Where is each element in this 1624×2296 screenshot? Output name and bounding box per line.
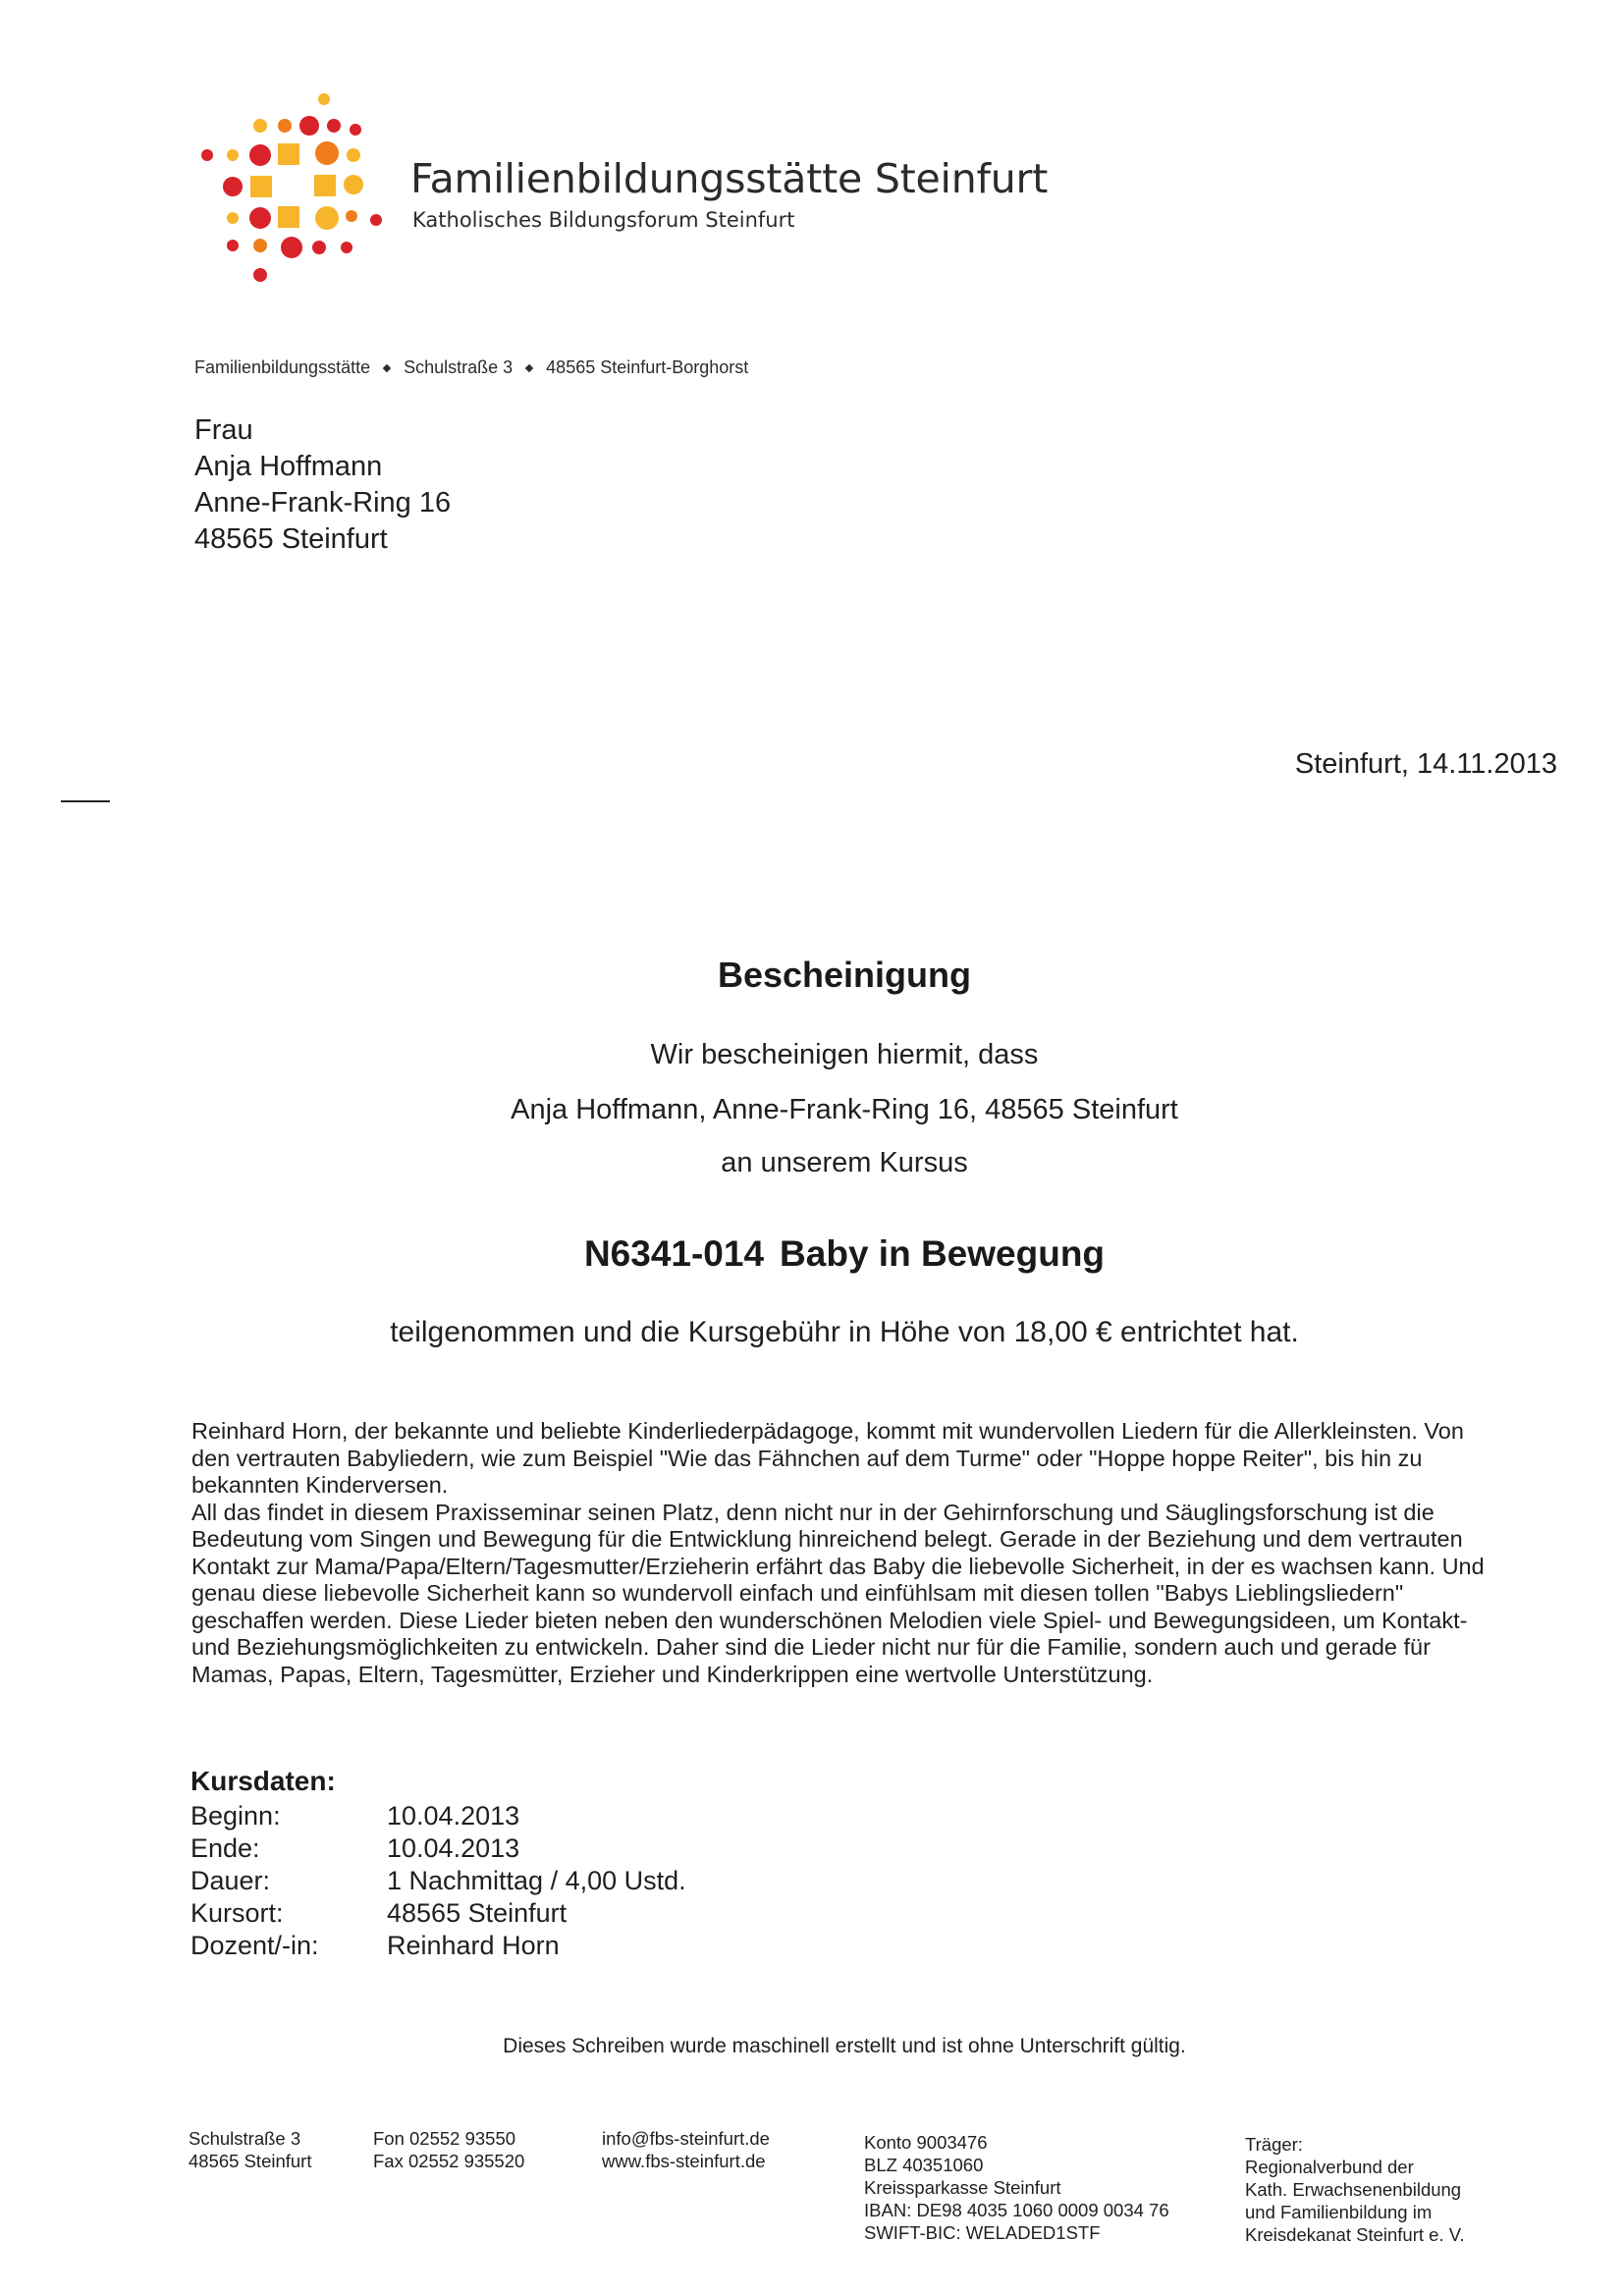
- footer-phone: [373, 2127, 524, 2172]
- course-code: N6341-014: [583, 1233, 765, 1274]
- footer-web: [602, 2127, 770, 2172]
- recipient-address: [194, 412, 451, 558]
- kursdaten-label: Kursort:: [190, 1898, 284, 1928]
- org-name: Familienbildungsstätte Steinfurt: [410, 155, 1049, 202]
- recipient-salutation: Frau: [194, 414, 253, 446]
- kursdaten-row: [190, 1833, 519, 1864]
- footer-line: Schulstraße 3: [189, 2128, 301, 2149]
- footer-line: 48565 Steinfurt: [189, 2151, 312, 2171]
- kursdaten-value: Reinhard Horn: [387, 1931, 560, 1960]
- footer-line: SWIFT-BIC: WELADED1STF: [864, 2222, 1101, 2243]
- footer-line: Fax 02552 935520: [373, 2151, 525, 2171]
- footer-line: Träger:: [1245, 2134, 1303, 2155]
- kursdaten-label: Dauer:: [190, 1866, 271, 1895]
- recipient-city: 48565 Steinfurt: [194, 523, 388, 555]
- kursdaten-row: [190, 1898, 567, 1929]
- footer-traeger: [1245, 2133, 1465, 2246]
- bullet-icon: [383, 364, 391, 372]
- footer-address: [189, 2127, 311, 2172]
- footer-line: IBAN: DE98 4035 1060 0009 0034 76: [864, 2200, 1169, 2220]
- page-title: Bescheinigung: [717, 955, 972, 995]
- letter-date: Steinfurt, 14.11.2013: [1294, 748, 1557, 780]
- fee-line: teilgenommen und die Kursgebühr in Höhe von 18,00 € entrichtet hat.: [390, 1316, 1299, 1348]
- kursdaten-label: Ende:: [190, 1833, 260, 1863]
- intro-line-2: Anja Hoffmann, Anne-Frank-Ring 16, 48565 Steinfurt: [511, 1094, 1178, 1125]
- sender-street: Schulstraße 3: [404, 357, 514, 377]
- kursdaten-value: 1 Nachmittag / 4,00 Ustd.: [387, 1866, 686, 1895]
- org-subtitle: Katholisches Bildungsforum Steinfurt: [412, 208, 795, 232]
- intro-line-3: an unserem Kursus: [721, 1147, 968, 1178]
- kursdaten-value: 10.04.2013: [387, 1833, 520, 1863]
- intro-line-1: Wir bescheinigen hiermit, dass: [650, 1039, 1039, 1070]
- recipient-name: Anja Hoffmann: [194, 451, 383, 482]
- kursdaten-title: Kursdaten:: [190, 1766, 336, 1796]
- sender-org: Familienbildungsstätte: [194, 357, 371, 377]
- course-name: Baby in Bewegung: [780, 1233, 1106, 1274]
- footer-line: Konto 9003476: [864, 2132, 988, 2153]
- kursdaten-label: Dozent/-in:: [190, 1931, 319, 1960]
- kursdaten-row: [190, 1866, 686, 1896]
- footer-line: Kath. Erwachsenenbildung: [1245, 2179, 1462, 2200]
- kursdaten-value: 10.04.2013: [387, 1801, 520, 1831]
- sender-city: 48565 Steinfurt-Borghorst: [546, 357, 749, 377]
- footer-line: BLZ 40351060: [864, 2155, 984, 2175]
- footer-line: Kreisdekanat Steinfurt e. V.: [1245, 2224, 1465, 2245]
- fold-mark: [61, 800, 110, 802]
- footer-email-link[interactable]: info@fbs-steinfurt.de: [602, 2128, 770, 2149]
- description-paragraph: All das findet in diesem Praxisseminar seinen Platz, denn nicht nur in der Gehirnforschung und Säuglingsforschung ist die Bedeutung vom Singen und Bewegung für die Entwicklung hinreichend belegt. Gerade in der Beziehung und dem vertrauten Kontakt zur Mama/Papa/Eltern/Tagesmutter/Erzieherin erfährt das Baby die liebevolle Sicherheit, in der es wachsen kann. Und genau diese liebevolle Sicherheit kann so wundervoll einfach und einfühlsam mit diesen tollen "Babys Lieblingsliedern" geschaffen werden. Diese Lieder bieten neben den wunderschönen Melodien viele Spiel- und Bewegungsideen, um Kontakt- und Beziehungsmöglichkeiten zu entwickeln. Daher sind die Lieder nicht nur für die Familie, sondern auch und gerade für Mamas, Papas, Eltern, Tagesmütter, Erzieher und Kinderkrippen eine wertvolle Unterstützung.: [191, 1499, 1485, 1687]
- bullet-icon: [525, 364, 533, 372]
- footer-line: und Familienbildung im: [1245, 2202, 1433, 2222]
- footer-bank: [864, 2131, 1169, 2244]
- footer-website-link[interactable]: www.fbs-steinfurt.de: [602, 2151, 766, 2171]
- kursdaten-row: [190, 1931, 560, 1961]
- sender-line: [194, 357, 748, 378]
- kursdaten-value: 48565 Steinfurt: [387, 1898, 568, 1928]
- kursdaten-label: Beginn:: [190, 1801, 281, 1831]
- footer-line: Kreissparkasse Steinfurt: [864, 2177, 1061, 2198]
- kursdaten-row: [190, 1801, 519, 1831]
- description-paragraph: Reinhard Horn, der bekannte und beliebte Kinderliederpädagoge, kommt mit wundervollen Liedern für die Allerkleinsten. Von den vertrauten Babyliedern, wie zum Beispiel "Wie das Fähnchen auf dem Turme" oder "Hoppe hoppe Reiter", bis hin zu bekannten Kinderversen.: [191, 1418, 1464, 1498]
- course-heading: [0, 1233, 1624, 1275]
- recipient-street: Anne-Frank-Ring 16: [194, 487, 452, 519]
- footer-line: Fon 02552 93550: [373, 2128, 516, 2149]
- footer-line: Regionalverbund der: [1245, 2157, 1414, 2177]
- logo-mark: [191, 86, 398, 293]
- course-description: [191, 1418, 1488, 1688]
- validity-notice: Dieses Schreiben wurde maschinell erstellt und ist ohne Unterschrift gültig.: [503, 2035, 1186, 2057]
